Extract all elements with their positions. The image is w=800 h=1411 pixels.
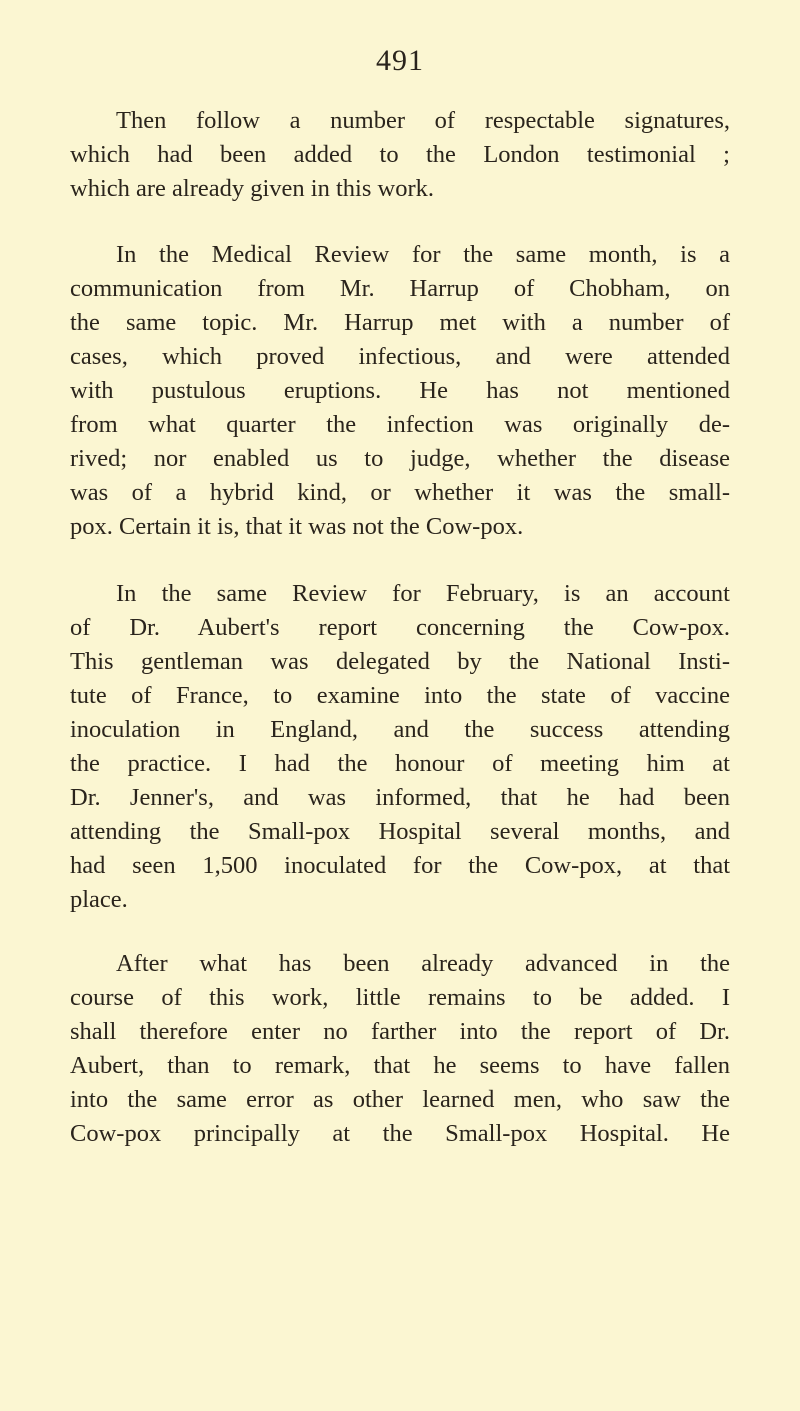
- text-line: This gentleman was delegated by the National Insti-: [70, 648, 730, 675]
- text-line: into the same error as other learned men, who saw the: [70, 1086, 730, 1113]
- text-line: Cow-pox principally at the Small-pox Hospital. He: [70, 1120, 730, 1147]
- text-line: pox. Certain it is, that it was not the Cow-pox.: [70, 513, 524, 540]
- paragraph-signatures: [70, 104, 730, 206]
- paragraph-conclusion: [70, 947, 730, 1151]
- text-line: attending the Small-pox Hospital several months, and: [70, 818, 730, 845]
- text-line: with pustulous eruptions. He has not mentioned: [70, 377, 730, 404]
- text-line: the same topic. Mr. Harrup met with a number of: [70, 309, 730, 336]
- text-line: Then follow a number of respectable signatures,: [116, 107, 730, 134]
- text-line: After what has been already advanced in the: [116, 950, 730, 977]
- text-line: In the Medical Review for the same month, is a: [116, 241, 730, 268]
- text-line: was of a hybrid kind, or whether it was the small-: [70, 479, 730, 506]
- text-line: the practice. I had the honour of meeting him at: [70, 750, 730, 777]
- text-line: Dr. Jenner's, and was informed, that he had been: [70, 784, 730, 811]
- paragraph-aubert-report: [70, 577, 730, 917]
- text-line: had seen 1,500 inoculated for the Cow-pox, at that: [70, 852, 730, 879]
- text-line: which had been added to the London testimonial ;: [70, 141, 730, 168]
- text-line: In the same Review for February, is an account: [116, 580, 730, 607]
- text-line: which are already given in this work.: [70, 175, 434, 202]
- paragraph-medical-review: [70, 238, 730, 544]
- text-line: inoculation in England, and the success attending: [70, 716, 730, 743]
- text-line: cases, which proved infectious, and were attended: [70, 343, 730, 370]
- text-line: tute of France, to examine into the state of vaccine: [70, 682, 730, 709]
- page-number: 491: [376, 44, 424, 77]
- text-line: of Dr. Aubert's report concerning the Cow-pox.: [70, 614, 730, 641]
- text-line: Aubert, than to remark, that he seems to have fallen: [70, 1052, 730, 1079]
- text-line: communication from Mr. Harrup of Chobham, on: [70, 275, 730, 302]
- text-line: place.: [70, 886, 128, 913]
- text-line: from what quarter the infection was originally de-: [70, 411, 730, 438]
- text-line: rived; nor enabled us to judge, whether the disease: [70, 445, 730, 472]
- text-line: shall therefore enter no farther into the report of Dr.: [70, 1018, 730, 1045]
- text-line: course of this work, little remains to be added. I: [70, 984, 730, 1011]
